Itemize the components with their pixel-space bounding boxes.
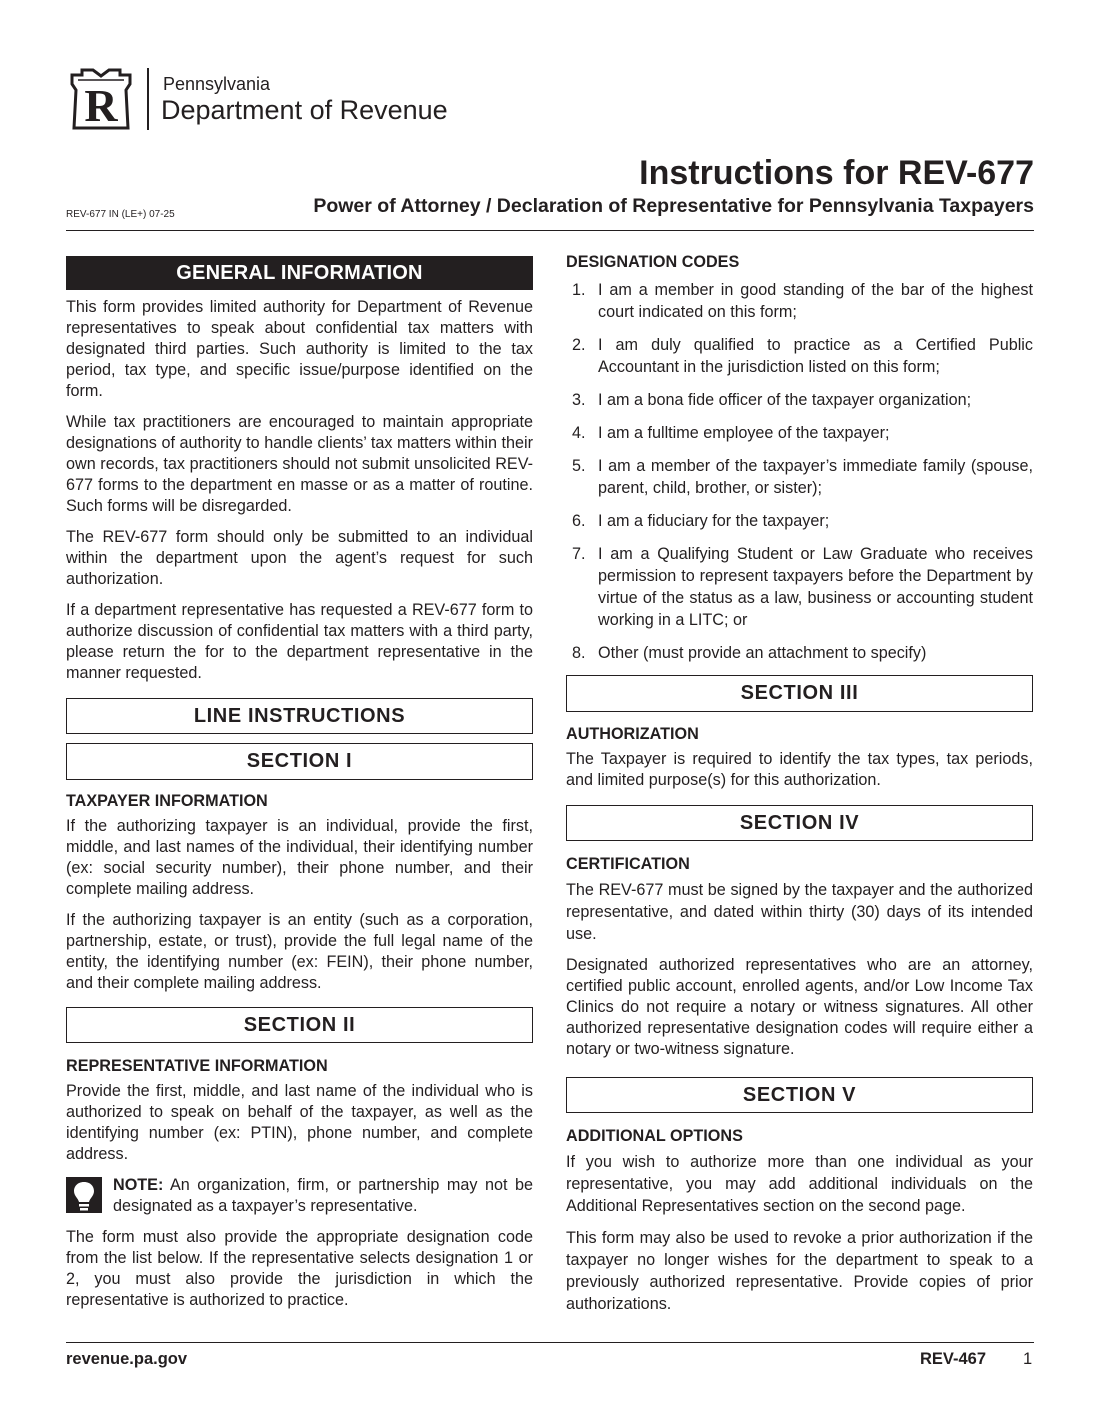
section-1-heading: SECTION I xyxy=(66,743,533,780)
designation-code-item: 5. I am a member of the taxpayer’s immediate family (spouse, parent, child, brother, or sister); xyxy=(572,457,1033,497)
section-4-paragraph: The REV-677 must be signed by the taxpayer and the authorized representative, and dated within thirty (30) days of its intended use. xyxy=(566,881,1033,943)
taxpayer-information-subheading: TAXPAYER INFORMATION xyxy=(66,792,268,810)
footer-form-number: REV-467 xyxy=(920,1350,987,1368)
designation-code-item: 1. I am a member in good standing of the bar of the highest court indicated on this form; xyxy=(572,281,1033,321)
section-3-paragraph: The Taxpayer is required to identify the tax types, tax periods, and limited purpose(s) for this authorization. xyxy=(566,750,1033,789)
section-5-paragraph: This form may also be used to revoke a prior authorization if the taxpayer no longer wishes for the department to speak to a previously authorized representative. Provide copies of prior authorizations. xyxy=(566,1229,1033,1313)
representative-information-subheading: REPRESENTATIVE INFORMATION xyxy=(66,1057,328,1075)
section-4-paragraph: Designated authorized representatives who are an attorney, certified public account, enrolled agents, and/or Low Income Tax Clinics do not require a notary or witness signatures. All other authorized representative designation codes will require either a notary or two-witness signature. xyxy=(566,956,1033,1058)
org-state: Pennsylvania xyxy=(163,74,271,94)
certification-subheading: CERTIFICATION xyxy=(566,855,690,873)
authorization-subheading: AUTHORIZATION xyxy=(566,725,699,743)
page-number: 1 xyxy=(1023,1350,1033,1368)
section-5-paragraph: If you wish to authorize more than one individual as your representative, you may add additional individuals on the Additional Representatives section on the second page. xyxy=(566,1153,1033,1215)
logo-letter: R xyxy=(84,80,118,131)
line-instructions-heading: LINE INSTRUCTIONS xyxy=(66,698,533,734)
designation-codes-heading: DESIGNATION CODES xyxy=(566,253,740,271)
logo-divider xyxy=(147,68,149,130)
note-label: NOTE: xyxy=(113,1176,164,1194)
section-5-heading: SECTION V xyxy=(566,1077,1033,1113)
footer-website-link[interactable]: revenue.pa.gov xyxy=(66,1350,188,1368)
document-title: Instructions for REV-677 xyxy=(639,154,1034,192)
pa-revenue-logo xyxy=(66,66,136,132)
header-rule xyxy=(66,230,1034,231)
general-info-paragraph: While tax practitioners are encouraged to maintain appropriate designations of authority to handle clients’ tax matters within their own records, tax practitioners should not submit unsolicited REV-677 forms to the department en masse or as a matter of routine. Such forms will be disregarded. xyxy=(66,413,533,515)
general-info-paragraph: The REV-677 form should only be submitted to an individual within the department upon the agent’s request for such authorization. xyxy=(66,528,533,588)
note-block xyxy=(66,1175,533,1217)
section-4-heading: SECTION IV xyxy=(566,805,1033,841)
section-1-paragraph: If the authorizing taxpayer is an individual, provide the first, middle, and last names of the individual, their identifying number (ex: social security number), their phone number, and their complete mailing address. xyxy=(66,817,533,898)
general-info-paragraph: If a department representative has requested a REV-677 form to authorize discussion of confidential tax matters with a third party, please return the for to the department representative in the manner requested. xyxy=(66,601,533,682)
section-2-paragraph: Provide the first, middle, and last name of the individual who is authorized to speak on behalf of the taxpayer, as well as the identifying number (ex: PTIN), phone number, and complete address. xyxy=(66,1082,533,1163)
section-2-paragraph: The form must also provide the appropriate designation code from the list below. If the representative selects designation 1 or 2, you must also provide the jurisdiction in which the representative is authorized to practice. xyxy=(66,1228,533,1309)
designation-code-item: 2. I am duly qualified to practice as a Certified Public Accountant in the jurisdiction listed on this form; xyxy=(572,336,1033,376)
designation-code-item: 4. I am a fulltime employee of the taxpayer; xyxy=(572,424,890,442)
org-department: Department of Revenue xyxy=(161,95,448,125)
form-code: REV-677 IN (LE+) 07-25 xyxy=(66,209,175,220)
designation-code-item: 3. I am a bona fide officer of the taxpayer organization; xyxy=(572,391,972,409)
general-info-paragraph: This form provides limited authority for Department of Revenue representatives to speak about confidential tax matters with designated third parties. Such authority is limited to the tax period, tax type, and specific issue/purpose identified on the form. xyxy=(66,298,533,400)
designation-code-item: 8. Other (must provide an attachment to specify) xyxy=(572,644,927,662)
note-text: An organization, firm, or partnership may not be designated as a taxpayer’s representative. xyxy=(113,1176,533,1215)
section-3-heading: SECTION III xyxy=(566,675,1033,712)
document-subtitle: Power of Attorney / Declaration of Representative for Pennsylvania Taxpayers xyxy=(313,195,1034,217)
section-2-heading: SECTION II xyxy=(66,1007,533,1043)
general-information-heading: GENERAL INFORMATION xyxy=(66,256,533,290)
designation-codes-list xyxy=(566,279,1033,664)
designation-code-item: 7. I am a Qualifying Student or Law Graduate who receives permission to represent taxpayers before the Department by virtue of the status as a law, business or accounting student working in a LITC; or xyxy=(572,545,1033,629)
section-1-paragraph: If the authorizing taxpayer is an entity (such as a corporation, partnership, estate, or trust), provide the full legal name of the entity, the identifying number (ex: FEIN), their phone number, and their complete mailing address. xyxy=(66,911,533,992)
additional-options-subheading: ADDITIONAL OPTIONS xyxy=(566,1127,743,1145)
right-column xyxy=(566,252,1033,1325)
footer-rule xyxy=(66,1342,1034,1343)
lightbulb-icon xyxy=(66,1177,102,1213)
left-column xyxy=(66,252,533,1321)
designation-code-item: 6. I am a fiduciary for the taxpayer; xyxy=(572,512,830,530)
